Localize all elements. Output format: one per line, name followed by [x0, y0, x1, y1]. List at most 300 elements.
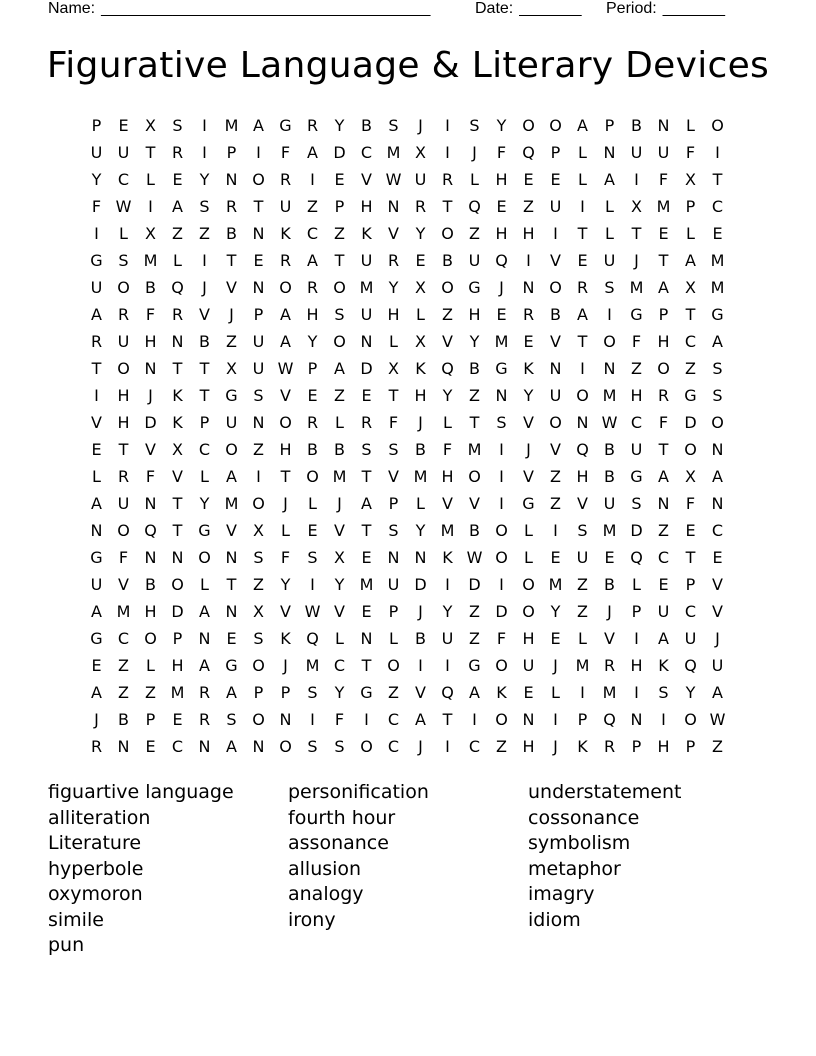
grid-letter: G [630, 467, 643, 486]
grid-letter: V [604, 629, 615, 648]
grid-letter: Y [334, 116, 345, 135]
grid-letter: H [468, 305, 481, 324]
grid-letter: B [226, 224, 237, 243]
grid-letter: Q [144, 521, 157, 540]
grid-letter: A [712, 332, 723, 351]
grid-letter: U [549, 197, 562, 216]
grid-letter: V [712, 575, 723, 594]
grid-letter: I [499, 575, 504, 594]
grid-letter: B [442, 251, 453, 270]
grid-letter: T [172, 359, 183, 378]
grid-letter: S [172, 116, 183, 135]
grid-letter: U [630, 143, 643, 162]
grid-letter: S [631, 494, 642, 513]
grid-letter: L [416, 494, 425, 513]
grid-letter: C [387, 737, 400, 756]
grid-letter: F [496, 143, 507, 162]
grid-letter: E [91, 656, 102, 675]
grid-letter: I [94, 386, 99, 405]
grid-letter: R [90, 332, 103, 351]
grid-letter: K [280, 224, 291, 243]
grid-letter: M [143, 251, 158, 270]
period-field[interactable] [606, 0, 725, 18]
grid-letter: T [577, 224, 588, 243]
grid-letter: A [91, 305, 102, 324]
grid-letter: I [418, 656, 423, 675]
grid-letter: O [252, 170, 265, 189]
grid-letter: U [414, 170, 427, 189]
grid-letter: Y [334, 575, 345, 594]
grid-letter: A [685, 251, 696, 270]
grid-letter: J [634, 251, 639, 270]
grid-letter: S [307, 683, 318, 702]
grid-letter: K [658, 656, 669, 675]
word-list-item: assonance [288, 832, 389, 854]
grid-letter: I [499, 440, 504, 459]
grid-letter: V [226, 278, 237, 297]
grid-letter: F [280, 548, 291, 567]
grid-letter: G [360, 683, 373, 702]
grid-letter: B [145, 278, 156, 297]
grid-letter: A [334, 359, 345, 378]
grid-letter: N [387, 197, 400, 216]
grid-letter: Z [523, 197, 534, 216]
grid-letter: S [226, 710, 237, 729]
grid-letter: E [550, 629, 561, 648]
grid-letter: M [359, 575, 374, 594]
grid-letter: N [360, 332, 373, 351]
grid-letter: V [334, 602, 345, 621]
grid-letter: O [333, 278, 346, 297]
grid-letter: R [198, 683, 211, 702]
grid-letter: I [445, 116, 450, 135]
grid-letter: I [148, 197, 153, 216]
grid-letter: T [361, 656, 372, 675]
grid-letter: U [90, 278, 103, 297]
grid-letter: H [630, 386, 643, 405]
grid-letter: U [90, 575, 103, 594]
grid-letter: N [360, 629, 373, 648]
grid-letter: H [414, 386, 427, 405]
grid-letter: R [117, 467, 130, 486]
grid-letter: T [280, 467, 291, 486]
date-field[interactable] [475, 0, 582, 18]
grid-letter: U [225, 413, 238, 432]
grid-letter: V [523, 413, 534, 432]
grid-letter: B [631, 116, 642, 135]
grid-letter: F [658, 170, 669, 189]
grid-letter: Z [118, 656, 129, 675]
grid-letter: I [94, 224, 99, 243]
grid-letter: L [524, 548, 533, 567]
date-blank[interactable]: _______ [519, 0, 582, 17]
period-blank[interactable]: _______ [662, 0, 725, 17]
grid-letter: P [280, 683, 291, 702]
grid-letter: N [387, 548, 400, 567]
grid-letter: N [90, 521, 103, 540]
grid-letter: N [522, 278, 535, 297]
grid-letter: O [252, 494, 265, 513]
grid-letter: T [469, 413, 480, 432]
grid-letter: A [658, 467, 669, 486]
grid-letter: Z [469, 629, 480, 648]
grid-letter: L [578, 629, 587, 648]
grid-letter: F [658, 413, 669, 432]
grid-letter: D [495, 602, 508, 621]
grid-letter: N [657, 494, 670, 513]
word-list [48, 780, 768, 980]
grid-row [83, 301, 733, 328]
grid-letter: L [416, 305, 425, 324]
word-list-item: fourth hour [288, 806, 396, 829]
grid-letter: R [576, 278, 589, 297]
grid-letter: E [253, 251, 264, 270]
grid-letter: J [553, 737, 558, 756]
grid-letter: X [415, 143, 426, 162]
grid-letter: T [253, 197, 264, 216]
grid-letter: B [199, 332, 210, 351]
grid-letter: T [685, 305, 696, 324]
page-title: Figurative Language & Literary Devices [46, 45, 770, 86]
grid-letter: N [117, 737, 130, 756]
grid-letter: T [361, 467, 372, 486]
grid-letter: O [711, 413, 724, 432]
grid-letter: O [279, 278, 292, 297]
grid-letter: O [252, 710, 265, 729]
grid-letter: E [523, 170, 534, 189]
grid-letter: O [657, 359, 670, 378]
grid-letter: C [306, 224, 319, 243]
grid-letter: P [253, 305, 264, 324]
grid-letter: B [334, 440, 345, 459]
grid-letter: N [711, 440, 724, 459]
word-column [48, 780, 278, 959]
grid-letter: C [657, 548, 670, 567]
grid-letter: M [656, 197, 671, 216]
grid-row [83, 463, 733, 490]
grid-letter: P [577, 710, 588, 729]
word-list-item: hyperbole [48, 857, 144, 880]
grid-letter: S [199, 197, 210, 216]
grid-letter: H [441, 467, 454, 486]
grid-letter: U [252, 332, 265, 351]
grid-letter: I [580, 197, 585, 216]
grid-letter: O [576, 386, 589, 405]
grid-letter: L [173, 251, 182, 270]
grid-row [83, 625, 733, 652]
grid-letter: A [91, 602, 102, 621]
grid-letter: N [657, 116, 670, 135]
grid-letter: I [256, 467, 261, 486]
grid-letter: Z [145, 683, 156, 702]
grid-letter: L [551, 683, 560, 702]
grid-letter: L [632, 575, 641, 594]
grid-letter: S [604, 278, 615, 297]
grid-letter: H [495, 224, 508, 243]
grid-letter: T [712, 170, 723, 189]
grid-letter: J [283, 656, 288, 675]
grid-letter: L [389, 629, 398, 648]
grid-letter: Y [442, 602, 453, 621]
grid-letter: U [387, 575, 400, 594]
grid-letter: T [442, 197, 453, 216]
grid-letter: L [470, 170, 479, 189]
grid-letter: L [92, 467, 101, 486]
grid-letter: G [90, 548, 103, 567]
grid-letter: I [364, 710, 369, 729]
grid-letter: D [414, 575, 427, 594]
grid-letter: L [578, 170, 587, 189]
grid-letter: G [468, 278, 481, 297]
grid-letter: U [360, 251, 373, 270]
grid-letter: P [685, 575, 696, 594]
grid-letter: P [226, 143, 237, 162]
grid-letter: T [226, 251, 237, 270]
grid-letter: U [684, 629, 697, 648]
grid-letter: H [387, 305, 400, 324]
grid-letter: A [226, 467, 237, 486]
grid-letter: O [522, 575, 535, 594]
grid-letter: O [468, 467, 481, 486]
grid-letter: M [224, 494, 239, 513]
grid-letter: I [634, 683, 639, 702]
grid-letter: S [658, 683, 669, 702]
grid-letter: V [145, 440, 156, 459]
grid-letter: X [172, 440, 183, 459]
word-list-item: allusion [288, 857, 362, 880]
grid-row [83, 247, 733, 274]
grid-letter: G [711, 305, 724, 324]
grid-letter: K [361, 224, 372, 243]
grid-letter: M [575, 656, 590, 675]
grid-letter: U [117, 494, 130, 513]
word-list-item: alliteration [48, 806, 151, 829]
grid-letter: J [715, 629, 720, 648]
grid-letter: R [360, 413, 373, 432]
grid-letter: M [332, 467, 347, 486]
grid-letter: F [442, 440, 453, 459]
grid-letter: S [334, 305, 345, 324]
grid-letter: M [602, 386, 617, 405]
grid-letter: U [603, 251, 616, 270]
grid-letter: O [684, 440, 697, 459]
grid-letter: J [418, 602, 423, 621]
grid-letter: L [146, 656, 155, 675]
grid-letter: V [712, 602, 723, 621]
grid-letter: A [361, 494, 372, 513]
grid-letter: V [334, 521, 345, 540]
grid-letter: S [361, 440, 372, 459]
grid-letter: E [523, 683, 534, 702]
grid-letter: X [226, 359, 237, 378]
grid-letter: Q [306, 629, 319, 648]
grid-letter: F [145, 305, 156, 324]
grid-letter: C [684, 602, 697, 621]
grid-letter: H [279, 440, 292, 459]
grid-letter: A [91, 494, 102, 513]
grid-letter: C [333, 656, 346, 675]
grid-letter: G [90, 629, 103, 648]
grid-letter: E [496, 305, 507, 324]
grid-letter: A [253, 116, 264, 135]
grid-letter: S [496, 413, 507, 432]
grid-letter: A [469, 683, 480, 702]
grid-letter: B [550, 305, 561, 324]
grid-letter: Z [631, 359, 642, 378]
grid-letter: T [91, 359, 102, 378]
grid-letter: E [712, 548, 723, 567]
grid-letter: J [553, 656, 558, 675]
grid-letter: T [658, 251, 669, 270]
grid-letter: K [415, 359, 426, 378]
grid-letter: C [711, 197, 724, 216]
grid-row [83, 517, 733, 544]
grid-letter: Z [469, 386, 480, 405]
grid-letter: G [90, 251, 103, 270]
grid-letter: O [603, 332, 616, 351]
date-label: Date: [475, 0, 514, 17]
grid-letter: Y [442, 386, 453, 405]
name-blank[interactable]: _____________________________________ [101, 0, 431, 17]
grid-letter: S [712, 359, 723, 378]
grid-letter: U [441, 629, 454, 648]
grid-letter: K [172, 386, 183, 405]
grid-letter: O [279, 413, 292, 432]
grid-letter: H [360, 197, 373, 216]
grid-letter: N [414, 548, 427, 567]
grid-letter: O [549, 278, 562, 297]
grid-letter: U [90, 143, 103, 162]
grid-row [83, 112, 733, 139]
grid-letter: R [279, 170, 292, 189]
grid-letter: L [443, 413, 452, 432]
grid-letter: Q [441, 683, 454, 702]
grid-letter: J [202, 278, 207, 297]
grid-letter: B [307, 440, 318, 459]
grid-letter: D [468, 575, 481, 594]
grid-letter: P [550, 143, 561, 162]
grid-letter: N [549, 359, 562, 378]
name-field[interactable] [48, 0, 430, 18]
grid-letter: C [117, 629, 130, 648]
word-list-item: personification [288, 781, 429, 803]
grid-letter: O [306, 467, 319, 486]
grid-letter: L [686, 116, 695, 135]
grid-letter: Y [415, 521, 426, 540]
grid-letter: M [602, 683, 617, 702]
word-list-item: Literature [48, 832, 142, 854]
grid-letter: L [281, 521, 290, 540]
grid-letter: N [198, 629, 211, 648]
grid-letter: S [253, 629, 264, 648]
grid-letter: N [252, 224, 265, 243]
grid-letter: O [225, 440, 238, 459]
grid-letter: C [117, 170, 130, 189]
grid-letter: K [496, 683, 507, 702]
grid-letter: V [442, 332, 453, 351]
grid-letter: V [172, 467, 183, 486]
grid-letter: Z [685, 359, 696, 378]
grid-letter: I [472, 710, 477, 729]
grid-letter: M [548, 575, 563, 594]
grid-letter: V [550, 332, 561, 351]
grid-letter: T [199, 386, 210, 405]
grid-letter: X [253, 521, 264, 540]
grid-letter: N [252, 413, 265, 432]
grid-letter: E [226, 629, 237, 648]
grid-letter: N [252, 278, 265, 297]
grid-letter: Y [469, 332, 480, 351]
grid-letter: U [711, 656, 724, 675]
grid-letter: E [361, 386, 372, 405]
grid-letter: R [603, 737, 616, 756]
grid-letter: B [118, 710, 129, 729]
grid-letter: L [524, 521, 533, 540]
grid-letter: M [467, 440, 482, 459]
word-list-item: metaphor [528, 857, 621, 880]
grid-letter: G [225, 386, 238, 405]
grid-letter: E [550, 170, 561, 189]
grid-letter: U [117, 332, 130, 351]
grid-letter: N [171, 332, 184, 351]
grid-letter: D [684, 413, 697, 432]
grid-letter: L [200, 575, 209, 594]
grid-letter: I [202, 143, 207, 162]
word-list-item: symbolism [528, 832, 631, 854]
grid-letter: P [658, 305, 669, 324]
grid-letter: L [335, 629, 344, 648]
grid-letter: M [710, 278, 725, 297]
grid-letter: J [283, 494, 288, 513]
grid-letter: G [630, 305, 643, 324]
grid-letter: A [199, 656, 210, 675]
grid-letter: Q [630, 548, 643, 567]
grid-letter: R [306, 116, 319, 135]
grid-letter: P [604, 116, 615, 135]
grid-letter: S [253, 548, 264, 567]
grid-letter: C [711, 521, 724, 540]
grid-letter: I [553, 521, 558, 540]
grid-letter: X [685, 170, 696, 189]
grid-letter: C [171, 737, 184, 756]
grid-letter: Z [172, 224, 183, 243]
grid-letter: F [145, 467, 156, 486]
grid-letter: G [198, 521, 211, 540]
grid-letter: Y [685, 683, 696, 702]
grid-letter: A [307, 143, 318, 162]
grid-letter: U [522, 656, 535, 675]
grid-letter: I [445, 737, 450, 756]
grid-letter: S [388, 116, 399, 135]
grid-letter: I [256, 143, 261, 162]
grid-letter: Z [658, 521, 669, 540]
grid-letter: P [145, 710, 156, 729]
grid-row [83, 139, 733, 166]
grid-letter: F [685, 143, 696, 162]
grid-letter: I [580, 683, 585, 702]
grid-letter: Z [577, 602, 588, 621]
grid-letter: I [310, 575, 315, 594]
grid-letter: O [495, 548, 508, 567]
grid-letter: N [252, 737, 265, 756]
grid-letter: N [171, 548, 184, 567]
grid-letter: A [577, 116, 588, 135]
grid-letter: J [418, 413, 423, 432]
grid-letter: H [657, 737, 670, 756]
grid-letter: E [145, 737, 156, 756]
grid-row [83, 382, 733, 409]
grid-letter: Q [576, 440, 589, 459]
